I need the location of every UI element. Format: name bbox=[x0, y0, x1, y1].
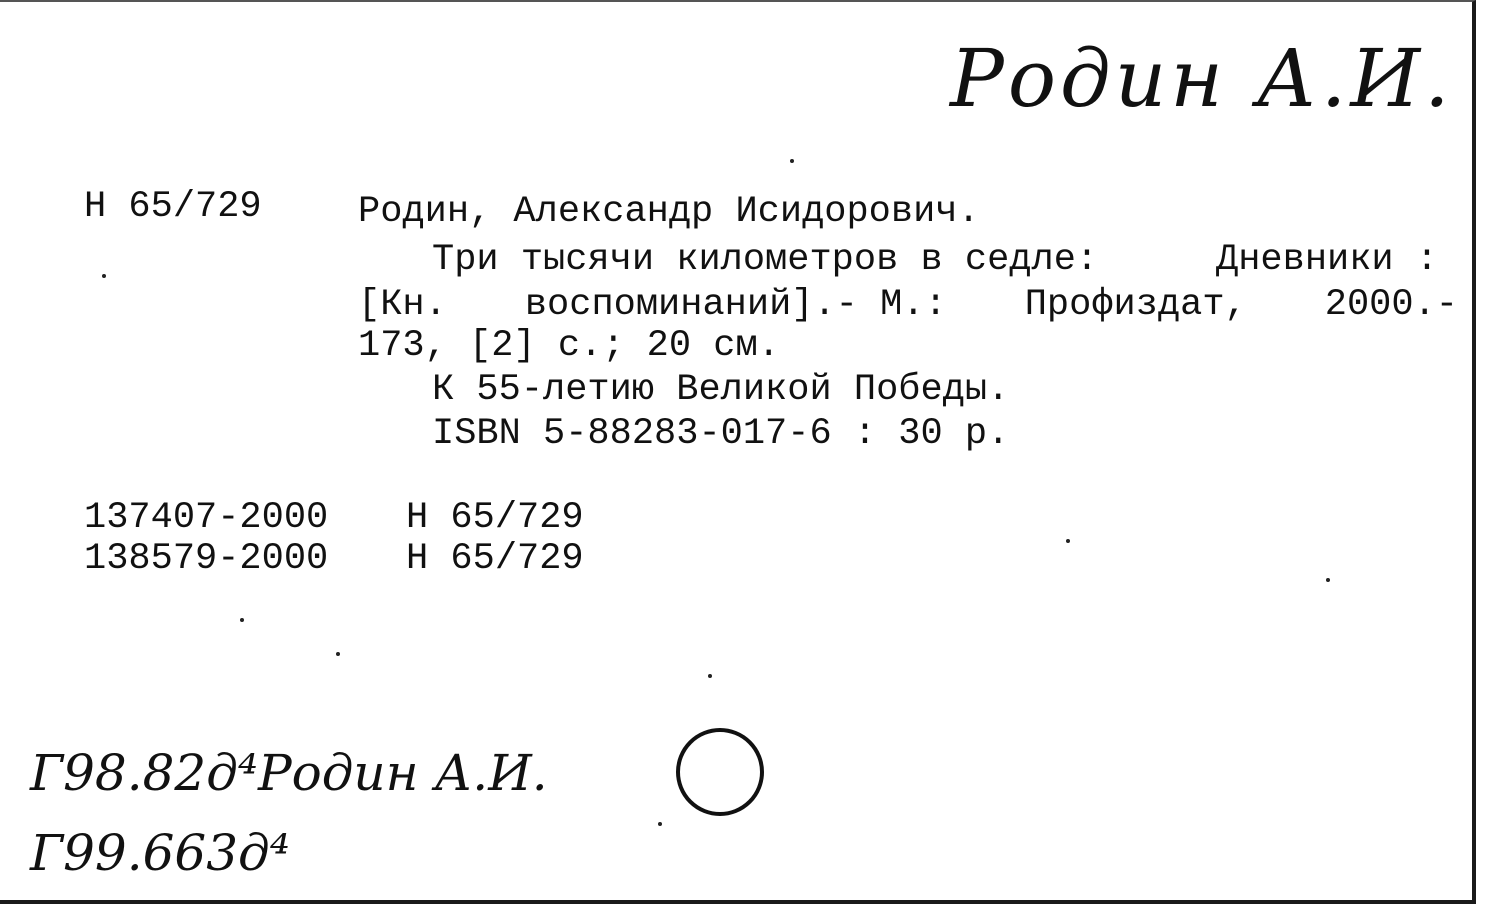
copy-number: 138579-2000 bbox=[84, 538, 329, 580]
punch-hole bbox=[676, 728, 764, 816]
title-line-2-part: 2000.- bbox=[1324, 284, 1458, 326]
isbn-price: ISBN 5-88283-017-6 : 30 р. bbox=[432, 413, 1010, 455]
title-line-2-part: [Кн. bbox=[358, 284, 447, 326]
classification-index: Г98.82д⁴Родин А.И. bbox=[30, 744, 548, 802]
speck bbox=[336, 652, 340, 656]
speck bbox=[708, 674, 712, 678]
copy-shelf-mark: Н 65/729 bbox=[406, 538, 584, 580]
title-line-1-end: Дневники : bbox=[1216, 239, 1439, 281]
speck bbox=[1066, 539, 1070, 543]
classification-index: Г99.663д⁴ bbox=[30, 824, 290, 882]
handwritten-author-heading: Родин А.И. bbox=[950, 32, 1454, 125]
copy-number: 137407-2000 bbox=[84, 497, 329, 539]
note: К 55-летию Великой Победы. bbox=[432, 369, 1010, 411]
shelf-mark: Н 65/729 bbox=[84, 186, 262, 228]
title-line-2-part: воспоминаний].- М.: bbox=[524, 284, 947, 326]
speck bbox=[658, 822, 662, 826]
speck bbox=[790, 159, 794, 163]
physical-description: 173, [2] с.; 20 см. bbox=[358, 325, 780, 367]
speck bbox=[102, 274, 106, 278]
title-line-2 bbox=[358, 285, 1458, 325]
author-heading: Родин, Александр Исидорович. bbox=[358, 191, 980, 233]
title-line-1: Три тысячи километров в седле: bbox=[432, 239, 1099, 281]
title-line-2-part: Профиздат, bbox=[1024, 284, 1247, 326]
speck bbox=[1326, 578, 1330, 582]
speck bbox=[240, 618, 244, 622]
copy-shelf-mark: Н 65/729 bbox=[406, 497, 584, 539]
